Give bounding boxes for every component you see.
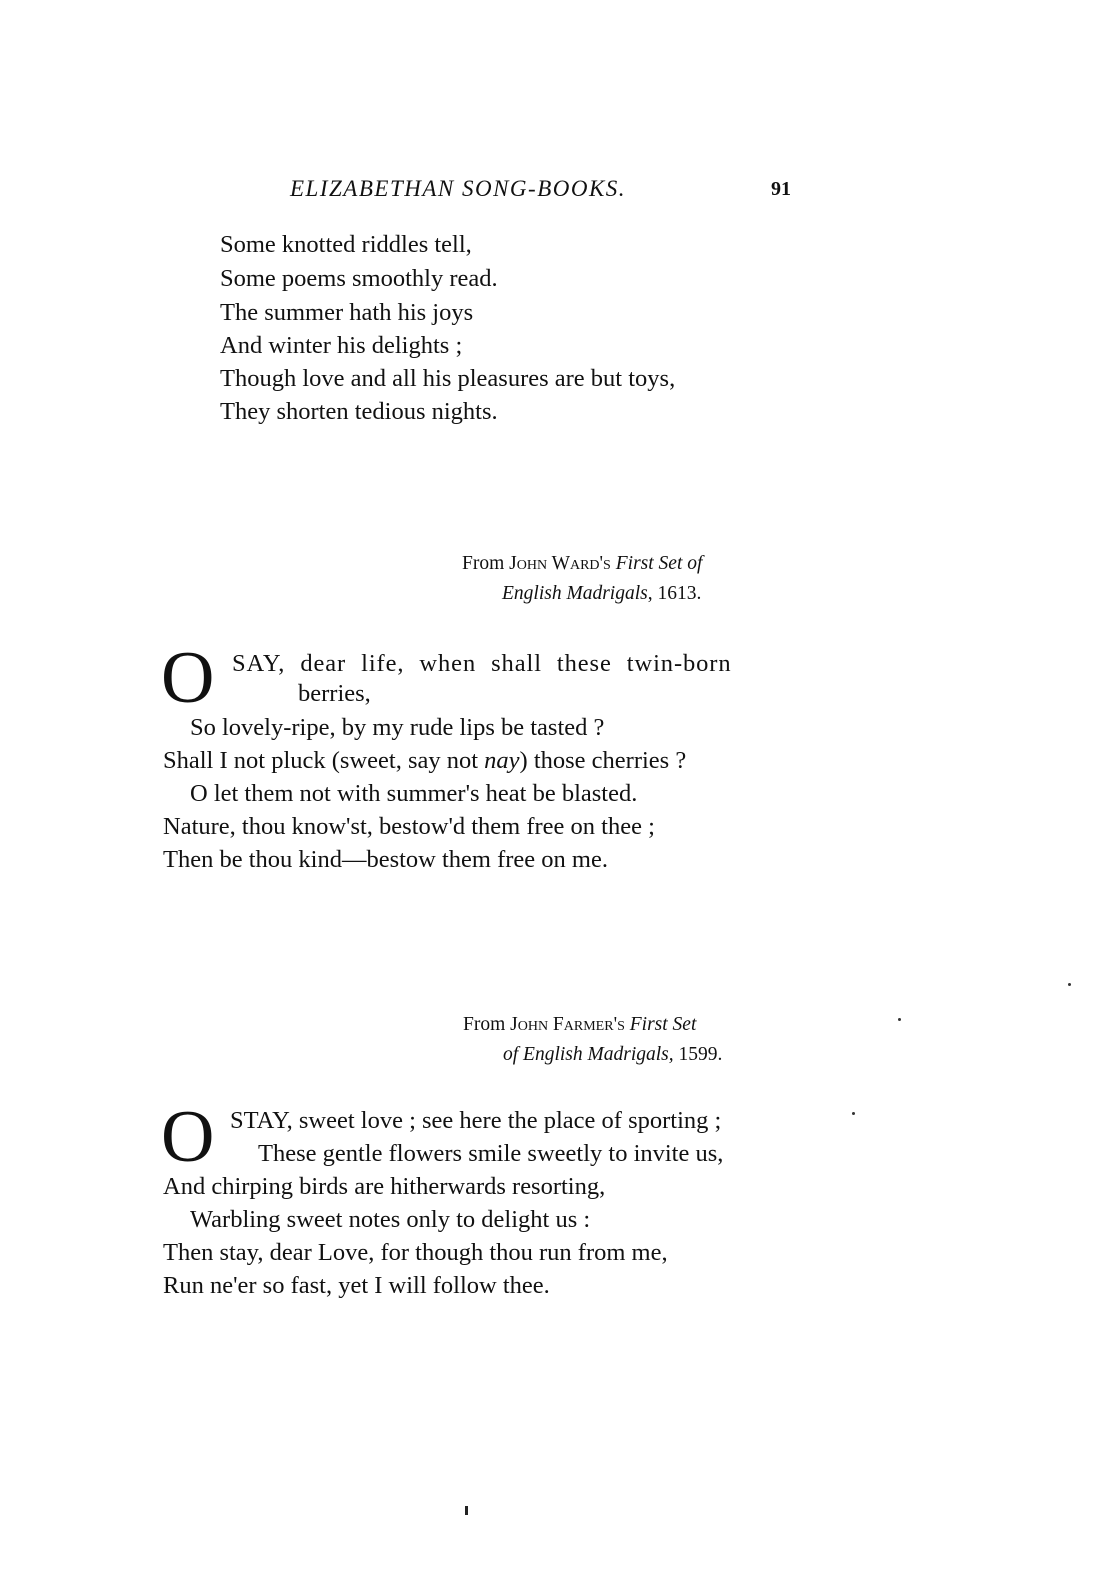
source-author: John Ward's xyxy=(509,553,611,574)
verse-line: And winter his delights ; xyxy=(220,332,463,359)
verse-line: Run ne'er so fast, yet I will follow thee. xyxy=(163,1272,550,1299)
source-title: First Set of xyxy=(615,553,703,574)
source-year: 1599. xyxy=(678,1044,723,1065)
verse-line: Shall I not pluck (sweet, say not nay) those cherries ? xyxy=(163,747,687,774)
scan-speck xyxy=(898,1018,901,1021)
verse-line: And chirping birds are hitherwards resorting, xyxy=(163,1173,606,1200)
source-from: From xyxy=(463,1014,506,1035)
drop-cap: O xyxy=(161,637,215,719)
verse-line: So lovely-ripe, by my rude lips be tasted ? xyxy=(190,714,605,741)
verse-line: Then be thou kind—bestow them free on me. xyxy=(163,846,608,873)
verse-line: berries, xyxy=(298,680,371,707)
verse-line: SAY, dear life, when shall these twin-born xyxy=(232,650,732,677)
running-head xyxy=(0,176,1096,208)
source-title: of English Madrigals, xyxy=(503,1044,674,1065)
scan-speck xyxy=(852,1112,855,1115)
verse-line: These gentle flowers smile sweetly to invite us, xyxy=(258,1140,724,1167)
drop-cap: O xyxy=(161,1096,215,1178)
source-line xyxy=(463,1014,696,1036)
emphasis: nay xyxy=(484,747,520,774)
verse-line: They shorten tedious nights. xyxy=(220,398,498,425)
verse-line: Then stay, dear Love, for though thou run from me, xyxy=(163,1239,668,1266)
verse-line: STAY, sweet love ; see here the place of sporting ; xyxy=(230,1107,722,1134)
printer-mark xyxy=(465,1506,468,1515)
source-line xyxy=(462,553,702,575)
page-number: 91 xyxy=(771,178,791,200)
source-title: First Set xyxy=(629,1014,697,1035)
verse-line: Warbling sweet notes only to delight us : xyxy=(190,1206,591,1233)
verse-line: Nature, thou know'st, bestow'd them free on thee ; xyxy=(163,813,655,840)
verse-line: The summer hath his joys xyxy=(220,299,474,326)
verse-line: Though love and all his pleasures are but toys, xyxy=(220,365,676,392)
source-author: John Farmer's xyxy=(510,1014,625,1035)
verse-line: Some poems smoothly read. xyxy=(220,265,498,292)
verse-line: O let them not with summer's heat be blasted. xyxy=(190,780,638,807)
verse-line: Some knotted riddles tell, xyxy=(220,231,472,258)
source-year: , 1613. xyxy=(647,583,702,604)
source-line xyxy=(502,583,701,605)
source-title: English Madrigals xyxy=(502,583,648,604)
source-from: From xyxy=(462,553,505,574)
scan-speck xyxy=(1068,983,1071,986)
source-line xyxy=(503,1044,722,1066)
running-title: ELIZABETHAN SONG-BOOKS. xyxy=(290,176,627,201)
